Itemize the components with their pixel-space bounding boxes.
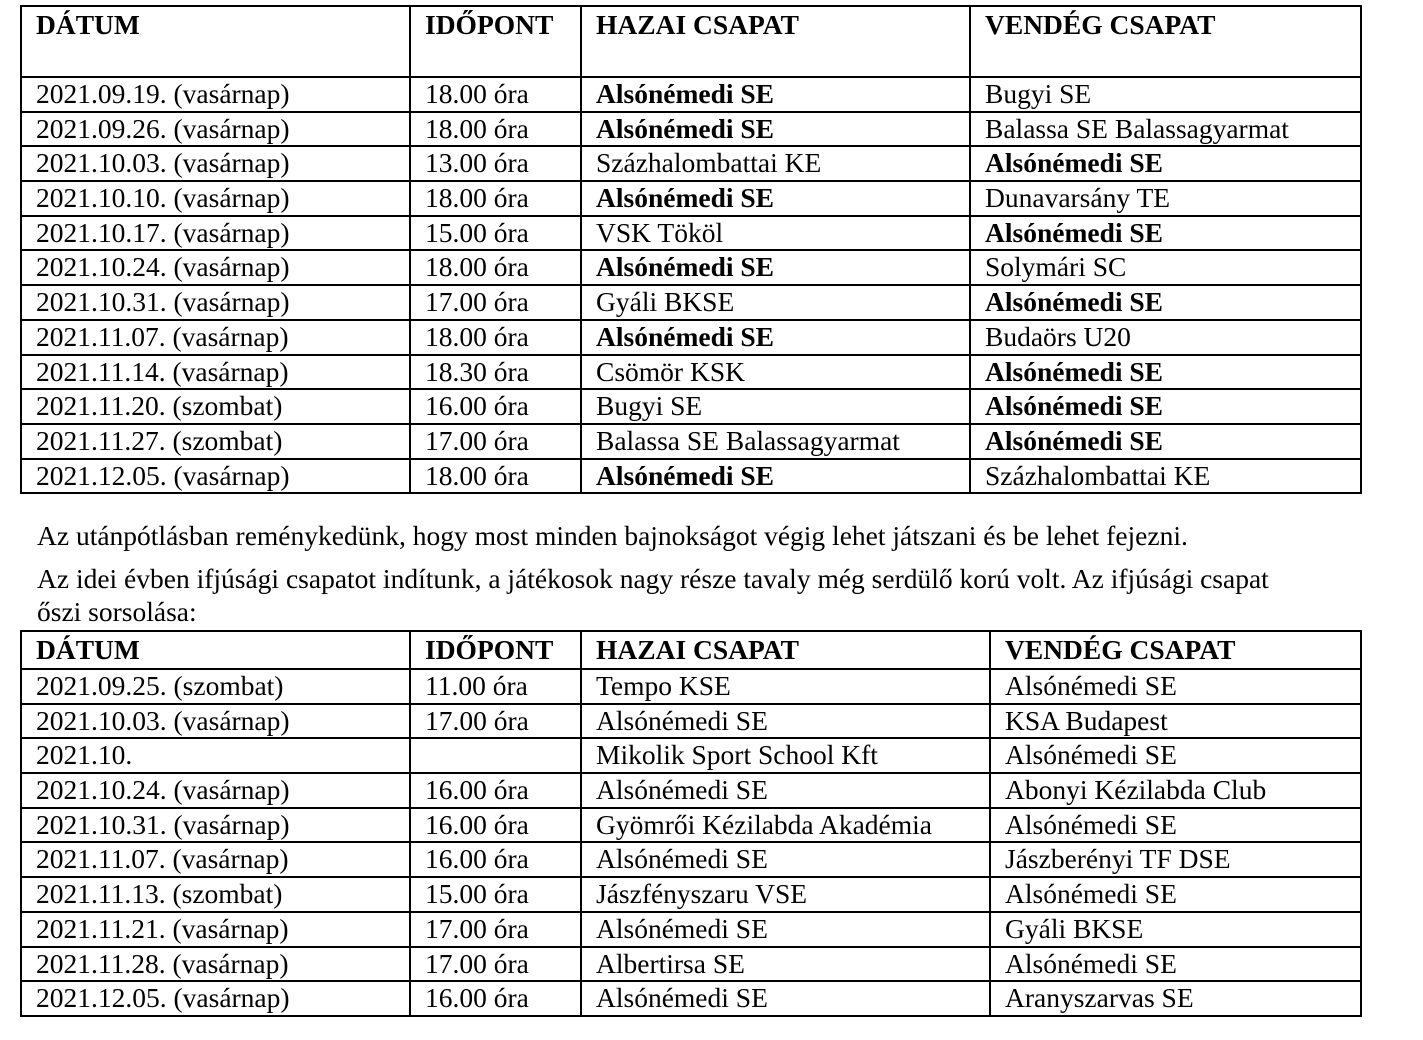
cell-home: Tempo KSE <box>581 669 990 704</box>
cell-date: 2021.09.19. (vasárnap) <box>21 77 410 112</box>
cell-home: Gyáli BKSE <box>581 285 970 320</box>
cell-time: 13.00 óra <box>410 146 581 181</box>
paragraph-schedule-intro: őszi sorsolása: <box>37 596 197 627</box>
cell-date: 2021.11.27. (szombat) <box>21 424 410 459</box>
cell-time: 18.00 óra <box>410 459 581 494</box>
table-row <box>21 389 1361 424</box>
cell-away: Balassa SE Balassagyarmat <box>970 112 1361 147</box>
cell-date: 2021.10.03. (vasárnap) <box>21 146 410 181</box>
cell-time: 17.00 óra <box>410 285 581 320</box>
table-row <box>21 424 1361 459</box>
cell-date: 2021.10.31. (vasárnap) <box>21 808 410 843</box>
cell-time: 16.00 óra <box>410 389 581 424</box>
cell-date: 2021.10.03. (vasárnap) <box>21 704 410 739</box>
cell-date: 2021.11.07. (vasárnap) <box>21 320 410 355</box>
cell-home: Százhalombattai KE <box>581 146 970 181</box>
cell-home: Alsónémedi SE <box>581 704 990 739</box>
table-row <box>21 704 1361 739</box>
cell-date: 2021.10.10. (vasárnap) <box>21 181 410 216</box>
table-body <box>21 77 1361 493</box>
cell-home: Alsónémedi SE <box>581 77 970 112</box>
cell-date: 2021.11.21. (vasárnap) <box>21 912 410 947</box>
cell-time: 16.00 óra <box>410 773 581 808</box>
cell-date: 2021.10. <box>21 738 410 773</box>
cell-time: 16.00 óra <box>410 981 581 1016</box>
cell-away: Solymári SC <box>970 250 1361 285</box>
cell-home: Balassa SE Balassagyarmat <box>581 424 970 459</box>
cell-away: Alsónémedi SE <box>990 877 1361 912</box>
cell-date: 2021.12.05. (vasárnap) <box>21 459 410 494</box>
cell-home: Alsónémedi SE <box>581 773 990 808</box>
table-row <box>21 459 1361 494</box>
table-header-row <box>21 631 1361 669</box>
table-row <box>21 842 1361 877</box>
header-time: IDŐPONT <box>410 6 581 77</box>
cell-away: Alsónémedi SE <box>970 424 1361 459</box>
cell-date: 2021.09.25. (szombat) <box>21 669 410 704</box>
cell-home: Csömör KSK <box>581 355 970 390</box>
cell-time <box>410 738 581 773</box>
paragraph-youth-team: Az idei évben ifjúsági csapatot indítunk, a játékosok nagy része tavaly még serdülő korú volt. Az ifjúsági csapat <box>37 563 1269 594</box>
table-row <box>21 981 1361 1016</box>
cell-away: Aranyszarvas SE <box>990 981 1361 1016</box>
table-header-row <box>21 6 1361 77</box>
cell-home: Alsónémedi SE <box>581 912 990 947</box>
cell-time: 17.00 óra <box>410 947 581 982</box>
cell-away: Abonyi Kézilabda Club <box>990 773 1361 808</box>
table-row <box>21 773 1361 808</box>
cell-home: VSK Tököl <box>581 216 970 251</box>
cell-date: 2021.11.07. (vasárnap) <box>21 842 410 877</box>
cell-away: KSA Budapest <box>990 704 1361 739</box>
cell-home: Alsónémedi SE <box>581 250 970 285</box>
cell-home: Albertirsa SE <box>581 947 990 982</box>
cell-date: 2021.11.28. (vasárnap) <box>21 947 410 982</box>
cell-away: Alsónémedi SE <box>970 285 1361 320</box>
header-home-team: HAZAI CSAPAT <box>581 631 990 669</box>
cell-time: 16.00 óra <box>410 808 581 843</box>
cell-date: 2021.10.17. (vasárnap) <box>21 216 410 251</box>
cell-home: Alsónémedi SE <box>581 112 970 147</box>
cell-time: 17.00 óra <box>410 704 581 739</box>
table-row <box>21 738 1361 773</box>
cell-date: 2021.11.20. (szombat) <box>21 389 410 424</box>
cell-time: 17.00 óra <box>410 424 581 459</box>
cell-time: 18.00 óra <box>410 250 581 285</box>
cell-home: Alsónémedi SE <box>581 320 970 355</box>
cell-away: Alsónémedi SE <box>970 146 1361 181</box>
cell-away: Alsónémedi SE <box>990 669 1361 704</box>
cell-home: Alsónémedi SE <box>581 981 990 1016</box>
header-time: IDŐPONT <box>410 631 581 669</box>
cell-time: 18.00 óra <box>410 112 581 147</box>
cell-date: 2021.12.05. (vasárnap) <box>21 981 410 1016</box>
table-row <box>21 216 1361 251</box>
table-row <box>21 947 1361 982</box>
table-row <box>21 877 1361 912</box>
cell-away: Százhalombattai KE <box>970 459 1361 494</box>
cell-date: 2021.11.13. (szombat) <box>21 877 410 912</box>
header-date: DÁTUM <box>21 6 410 77</box>
cell-away: Bugyi SE <box>970 77 1361 112</box>
cell-date: 2021.10.24. (vasárnap) <box>21 250 410 285</box>
cell-away: Alsónémedi SE <box>990 808 1361 843</box>
cell-home: Gyömrői Kézilabda Akadémia <box>581 808 990 843</box>
cell-away: Budaörs U20 <box>970 320 1361 355</box>
table-row <box>21 285 1361 320</box>
cell-time: 18.00 óra <box>410 320 581 355</box>
cell-home: Jászfényszaru VSE <box>581 877 990 912</box>
cell-time: 17.00 óra <box>410 912 581 947</box>
header-home-team: HAZAI CSAPAT <box>581 6 970 77</box>
cell-home: Bugyi SE <box>581 389 970 424</box>
table-row <box>21 669 1361 704</box>
cell-date: 2021.11.14. (vasárnap) <box>21 355 410 390</box>
header-away-team: VENDÉG CSAPAT <box>970 6 1361 77</box>
cell-time: 18.30 óra <box>410 355 581 390</box>
cell-time: 18.00 óra <box>410 181 581 216</box>
cell-home: Alsónémedi SE <box>581 459 970 494</box>
cell-date: 2021.10.24. (vasárnap) <box>21 773 410 808</box>
cell-away: Jászberényi TF DSE <box>990 842 1361 877</box>
table-row <box>21 912 1361 947</box>
schedule-table-youth <box>20 630 1362 1017</box>
cell-time: 11.00 óra <box>410 669 581 704</box>
cell-away: Alsónémedi SE <box>970 389 1361 424</box>
cell-home: Alsónémedi SE <box>581 842 990 877</box>
table-row <box>21 320 1361 355</box>
cell-date: 2021.10.31. (vasárnap) <box>21 285 410 320</box>
table-row <box>21 250 1361 285</box>
table-row <box>21 112 1361 147</box>
table-row <box>21 181 1361 216</box>
cell-away: Alsónémedi SE <box>990 738 1361 773</box>
cell-away: Alsónémedi SE <box>970 216 1361 251</box>
header-date: DÁTUM <box>21 631 410 669</box>
schedule-table-adult <box>20 5 1362 494</box>
table-row <box>21 77 1361 112</box>
cell-time: 18.00 óra <box>410 77 581 112</box>
cell-date: 2021.09.26. (vasárnap) <box>21 112 410 147</box>
header-away-team: VENDÉG CSAPAT <box>990 631 1361 669</box>
cell-home: Alsónémedi SE <box>581 181 970 216</box>
cell-time: 15.00 óra <box>410 216 581 251</box>
paragraph-youth-hope: Az utánpótlásban reménykedünk, hogy most minden bajnokságot végig lehet játszani és be lehet fejezni. <box>37 520 1188 551</box>
table-row <box>21 146 1361 181</box>
cell-away: Alsónémedi SE <box>970 355 1361 390</box>
cell-time: 16.00 óra <box>410 842 581 877</box>
cell-away: Alsónémedi SE <box>990 947 1361 982</box>
cell-away: Gyáli BKSE <box>990 912 1361 947</box>
table-row <box>21 355 1361 390</box>
table-body <box>21 669 1361 1016</box>
cell-home: Mikolik Sport School Kft <box>581 738 990 773</box>
cell-away: Dunavarsány TE <box>970 181 1361 216</box>
table-row <box>21 808 1361 843</box>
cell-time: 15.00 óra <box>410 877 581 912</box>
